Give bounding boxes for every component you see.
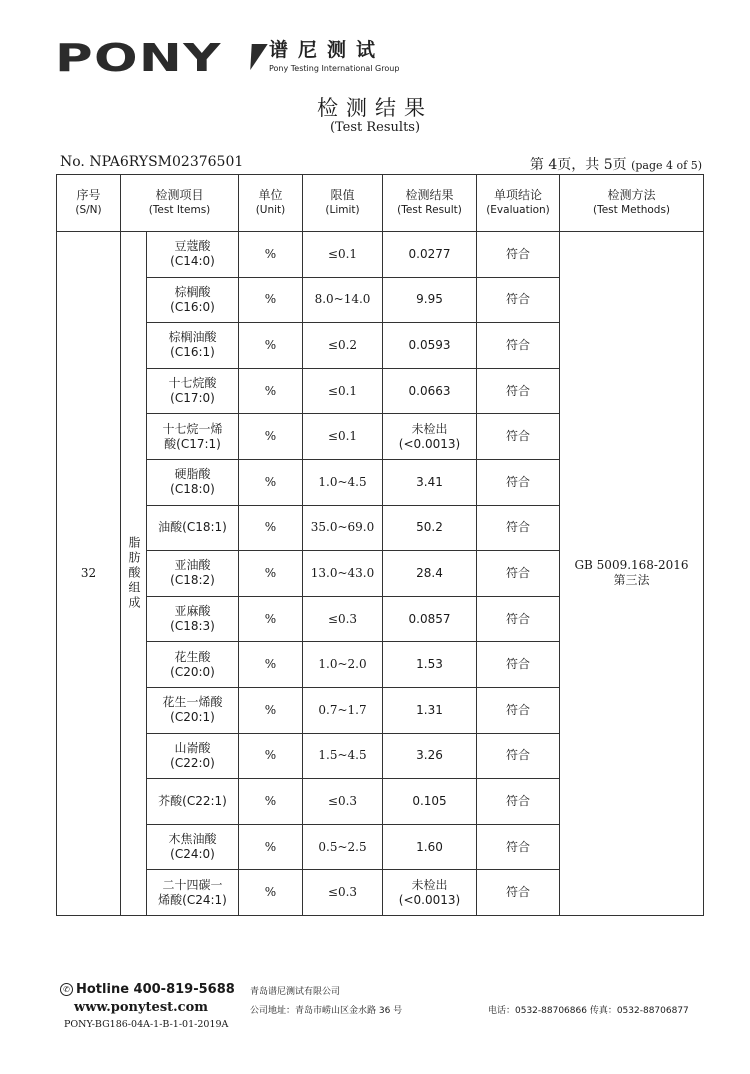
page-indicator [530, 154, 702, 174]
footer-company-name: 青岛谱尼测试有限公司 [250, 987, 341, 997]
limit-cell: 0.7~1.7 [303, 687, 383, 733]
unit-cell: % [239, 414, 303, 460]
footer-document-code: PONY-BG186-04A-1-B-1-01-2019A [64, 1019, 229, 1030]
test-item-cell: 油酸(C18:1) [147, 505, 239, 551]
evaluation-cell: 符合 [477, 779, 560, 825]
unit-cell: % [239, 870, 303, 916]
test-result-cell: 1.60 [383, 824, 477, 870]
evaluation-cell: 符合 [477, 642, 560, 688]
test-result-cell: 0.0663 [383, 368, 477, 414]
evaluation-cell: 符合 [477, 505, 560, 551]
unit-cell: % [239, 323, 303, 369]
group-label-cell: 脂肪酸组成 [121, 232, 147, 916]
report-number: No. NPA6RYSM02376501 [60, 154, 244, 170]
test-result-cell: 0.105 [383, 779, 477, 825]
test-result-cell: 0.0593 [383, 323, 477, 369]
page-indicator-cn: 第 4页，共 5页 [529, 157, 627, 173]
evaluation-cell: 符合 [477, 687, 560, 733]
test-item-cell: 芥酸(C22:1) [147, 779, 239, 825]
test-result-cell: 1.53 [383, 642, 477, 688]
test-item-cell: 棕榈油酸 (C16:1) [147, 323, 239, 369]
test-item-cell: 木焦油酸 (C24:0) [147, 824, 239, 870]
unit-cell: % [239, 733, 303, 779]
evaluation-cell: 符合 [477, 459, 560, 505]
test-item-cell: 十七烷酸 (C17:0) [147, 368, 239, 414]
test-item-cell: 山嵛酸 (C22:0) [147, 733, 239, 779]
test-result-cell: 3.26 [383, 733, 477, 779]
unit-cell: % [239, 505, 303, 551]
limit-cell: 1.5~4.5 [303, 733, 383, 779]
evaluation-cell: 符合 [477, 824, 560, 870]
unit-cell: % [239, 687, 303, 733]
footer-address: 公司地址：青岛市崂山区金水路 36 号 [250, 1006, 403, 1016]
logo-english-name: Pony Testing International Group [269, 64, 400, 73]
limit-cell: 1.0~4.5 [303, 459, 383, 505]
page-indicator-en: (page 4 of 5) [631, 159, 702, 172]
evaluation-cell: 符合 [477, 733, 560, 779]
limit-cell: 35.0~69.0 [303, 505, 383, 551]
unit-cell: % [239, 459, 303, 505]
test-results-table [56, 174, 704, 916]
evaluation-cell: 符合 [477, 232, 560, 278]
header-test-methods: 检测方法 (Test Methods) [560, 175, 704, 232]
test-method-cell: GB 5009.168-2016 第三法 [560, 232, 704, 916]
logo-chinese-name: 谱尼测试 [269, 39, 386, 61]
header-test-items: 检测项目 (Test Items) [121, 175, 239, 232]
table-header-row [57, 175, 704, 232]
footer-hotline: ✆ Hotline 400-819-5688 [60, 982, 235, 997]
footer-phone-fax: 电话：0532-88706866 传真：0532-88706877 [488, 1006, 689, 1016]
footer-website[interactable]: www.ponytest.com [74, 1000, 209, 1015]
limit-cell: ≤0.1 [303, 414, 383, 460]
unit-cell: % [239, 779, 303, 825]
phone-icon: ✆ [60, 983, 73, 996]
evaluation-cell: 符合 [477, 551, 560, 597]
test-result-cell: 0.0857 [383, 596, 477, 642]
test-result-cell: 3.41 [383, 459, 477, 505]
test-item-cell: 硬脂酸 (C18:0) [147, 459, 239, 505]
evaluation-cell: 符合 [477, 596, 560, 642]
test-item-cell: 豆蔻酸 (C14:0) [147, 232, 239, 278]
company-logo [55, 38, 399, 78]
limit-cell: 8.0~14.0 [303, 277, 383, 323]
unit-cell: % [239, 642, 303, 688]
limit-cell: 1.0~2.0 [303, 642, 383, 688]
logo-wordmark: PONY [55, 36, 222, 80]
test-result-cell: 9.95 [383, 277, 477, 323]
unit-cell: % [239, 824, 303, 870]
header-limit: 限值 (Limit) [303, 175, 383, 232]
header-test-result: 检测结果 (Test Result) [383, 175, 477, 232]
unit-cell: % [239, 596, 303, 642]
test-item-cell: 十七烷一烯 酸(C17:1) [147, 414, 239, 460]
evaluation-cell: 符合 [477, 323, 560, 369]
limit-cell: ≤0.3 [303, 596, 383, 642]
unit-cell: % [239, 277, 303, 323]
unit-cell: % [239, 232, 303, 278]
test-item-cell: 花生一烯酸 (C20:1) [147, 687, 239, 733]
test-result-cell: 50.2 [383, 505, 477, 551]
serial-number-cell: 32 [57, 232, 121, 916]
document-subtitle: (Test Results) [329, 120, 421, 135]
evaluation-cell: 符合 [477, 277, 560, 323]
header-sn: 序号 (S/N) [57, 175, 121, 232]
test-item-cell: 二十四碳一 烯酸(C24:1) [147, 870, 239, 916]
limit-cell: ≤0.3 [303, 779, 383, 825]
limit-cell: ≤0.3 [303, 870, 383, 916]
evaluation-cell: 符合 [477, 414, 560, 460]
limit-cell: ≤0.1 [303, 232, 383, 278]
test-item-cell: 棕榈酸 (C16:0) [147, 277, 239, 323]
evaluation-cell: 符合 [477, 870, 560, 916]
limit-cell: 0.5~2.5 [303, 824, 383, 870]
header-evaluation: 单项结论 (Evaluation) [477, 175, 560, 232]
limit-cell: ≤0.1 [303, 368, 383, 414]
test-result-cell: 1.31 [383, 687, 477, 733]
test-item-cell: 花生酸 (C20:0) [147, 642, 239, 688]
test-result-cell: 0.0277 [383, 232, 477, 278]
evaluation-cell: 符合 [477, 368, 560, 414]
unit-cell: % [239, 368, 303, 414]
header-unit: 单位 (Unit) [239, 175, 303, 232]
table-row [57, 232, 704, 278]
test-result-cell: 未检出 (<0.0013) [383, 870, 477, 916]
unit-cell: % [239, 551, 303, 597]
test-result-cell: 28.4 [383, 551, 477, 597]
test-result-cell: 未检出 (<0.0013) [383, 414, 477, 460]
document-title: 检测结果 [317, 96, 433, 120]
test-item-cell: 亚油酸 (C18:2) [147, 551, 239, 597]
limit-cell: ≤0.2 [303, 323, 383, 369]
test-item-cell: 亚麻酸 (C18:3) [147, 596, 239, 642]
limit-cell: 13.0~43.0 [303, 551, 383, 597]
